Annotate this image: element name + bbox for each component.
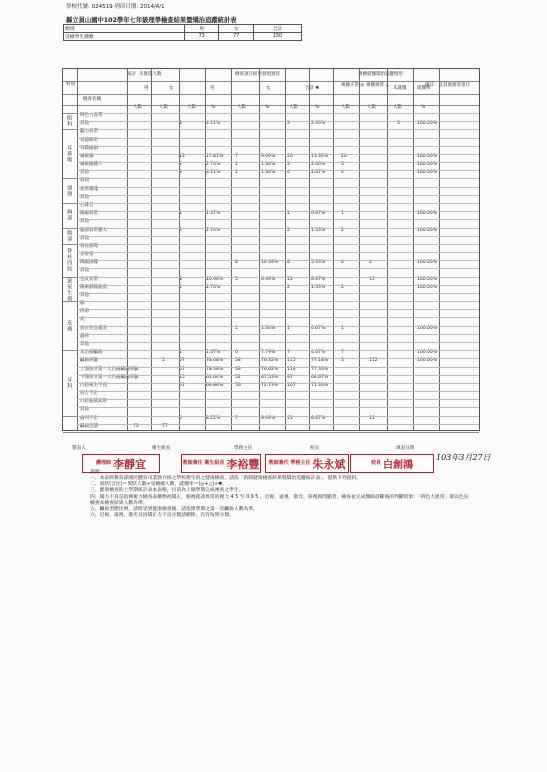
row-rule — [77, 317, 479, 318]
table-value: 1.30% — [261, 162, 276, 168]
row-rule — [77, 187, 479, 188]
not-treated: 未就醫 — [393, 86, 407, 91]
table-value: 107 — [287, 382, 296, 388]
not-done-male: 男 — [144, 86, 149, 91]
fill-date-label: 填表日期 — [396, 446, 415, 451]
table-value: 58 — [235, 358, 241, 364]
table-value: 100.00% — [417, 350, 438, 356]
row-rule — [77, 358, 479, 359]
academic-affairs-label: 學務主任 — [234, 446, 253, 451]
table-column-rule — [77, 69, 78, 430]
exam-item: 心雜音 — [80, 202, 94, 208]
exam-item: 胸廓異常 — [80, 211, 98, 217]
table-value: 51 — [179, 382, 185, 388]
department-label: 胸部 — [66, 209, 73, 222]
exam-item: 其他 — [80, 219, 89, 225]
table-value: 1.33% — [311, 227, 326, 233]
exam-item: 其他 — [80, 194, 89, 200]
explanatory-notes — [90, 470, 470, 519]
exam-item: 上顎恆牙第一大臼齒齲齒經驗 — [80, 366, 139, 372]
table-value: 7.79% — [261, 350, 276, 356]
unit-heading: 人數 — [367, 105, 376, 110]
table-value: 5 — [235, 276, 238, 282]
table-value: 3 — [179, 170, 182, 176]
exam-item: 扁桃腺腫大 — [80, 162, 103, 168]
table-value: 1 — [162, 358, 165, 364]
exam-item: 耳膜破損 — [80, 145, 98, 151]
table-value: 52 — [235, 374, 241, 380]
table-value: 0.67% — [311, 211, 326, 217]
row-rule — [77, 252, 479, 253]
abnormal-findings-heading: 檢查項目結果發現異狀 — [235, 72, 280, 77]
table-value: 1 — [341, 211, 344, 217]
table-column-rule — [359, 69, 360, 430]
treatment-rate: 就醫率 — [417, 86, 431, 91]
unit-heading: 人數 — [393, 105, 402, 110]
row-rule — [77, 129, 479, 130]
table-value: 2.67% — [311, 170, 326, 176]
exam-item: 脊柱側彎 — [80, 243, 98, 249]
row-rule — [77, 154, 479, 155]
table-value: 100.00% — [417, 227, 438, 233]
table-value: 17.81% — [206, 153, 224, 159]
table-value: 4 — [287, 170, 290, 176]
table-value: 76.32% — [261, 358, 279, 364]
exam-item: 異常腫塊 — [80, 186, 98, 192]
row-rule — [77, 342, 479, 343]
table-value: 7 — [235, 415, 238, 421]
row-rule — [77, 375, 479, 376]
row-rule — [77, 268, 479, 269]
unit-heading: % — [265, 105, 270, 110]
row-rule — [77, 219, 479, 220]
table-value: 100.00% — [417, 170, 438, 176]
male-header: 男 — [184, 25, 219, 33]
table-column-rule — [413, 69, 414, 430]
female-header: 女 — [219, 25, 254, 33]
department-label: 牙科 — [66, 376, 73, 389]
note-2: 二、異狀(含比)＝異狀人數÷受檢總人數，就醫率＝(◎+△)÷✱。 — [90, 482, 227, 488]
table-value: 2 — [341, 284, 344, 290]
exam-item: 蹲踞困難 — [80, 260, 98, 266]
table-value: 112 — [369, 358, 378, 364]
table-value: 13 — [287, 276, 293, 282]
row-rule — [77, 113, 479, 114]
table-column-rule — [333, 69, 334, 430]
table-value: 1 — [341, 325, 344, 331]
exam-item: 咬合不正 — [80, 391, 98, 397]
table-value: 1 — [235, 170, 238, 176]
exam-item: 扁桃腺 — [80, 153, 94, 159]
table-column-rule — [179, 69, 180, 430]
category-header: 類別 — [64, 25, 185, 33]
table-header-rule — [63, 94, 479, 95]
table-column-rule — [387, 69, 388, 430]
physical-exam-statistics-table — [62, 68, 480, 431]
unit-heading: % — [421, 105, 426, 110]
table-value: 1.37% — [206, 211, 221, 217]
row-rule — [77, 285, 479, 286]
table-value: 20 — [341, 153, 347, 159]
table-value: 1 — [179, 211, 182, 217]
exam-item: 其他 — [80, 292, 89, 298]
recheck-normal: 複檢正常 ◎ — [341, 83, 365, 88]
table-value: 9.09% — [261, 415, 276, 421]
table-value: 100.00% — [417, 162, 438, 168]
table-value: 1 — [235, 162, 238, 168]
row-rule — [77, 236, 479, 237]
table-value: 13 — [369, 415, 375, 421]
table-value: 2.00% — [311, 162, 326, 168]
note-6: 六、近視、遠視、散光及因矯正力不良分類請刪除，沒有按照分類。 — [90, 512, 234, 518]
exam-item: 齲齒經驗 — [80, 358, 98, 364]
table-value: 6 — [235, 350, 238, 356]
table-value: 100.00% — [417, 153, 438, 159]
table-header-rule — [63, 81, 479, 82]
table-value: 73 — [133, 423, 139, 429]
table-value: 10.96% — [206, 276, 224, 282]
table-value: 77.18% — [311, 358, 329, 364]
unit-heading: 人數 — [133, 105, 142, 110]
table-value: 8.67% — [311, 415, 326, 421]
row-rule — [77, 211, 479, 212]
row-rule — [77, 424, 479, 425]
table-value: 4 — [369, 260, 372, 266]
exam-item: 辨色力異常 — [80, 113, 103, 118]
table-value: 77.33% — [311, 366, 329, 372]
table-value: 13.33% — [311, 153, 329, 159]
table-value: 2 — [179, 284, 182, 290]
row-rule — [77, 309, 479, 310]
principal-label: 校長 — [310, 446, 320, 451]
exam-item: 其他 — [80, 268, 89, 274]
table-value: 3 — [341, 162, 344, 168]
table-value: 2 — [287, 227, 290, 233]
table-column-rule — [285, 69, 286, 430]
department-label: 眼科 — [66, 115, 73, 128]
note-3: 三、健康檢查的上學期統計表本表格，目前為上個學期完成複查之學生。 — [90, 488, 244, 494]
student-total-label: 受檢學生總數 — [64, 33, 185, 41]
row-rule — [77, 367, 479, 368]
table-value: 0.67% — [311, 325, 326, 331]
table-value: 2 — [287, 284, 290, 290]
row-rule — [77, 407, 479, 408]
table-value: 2.74% — [206, 227, 221, 233]
department-label: 頭頸 — [66, 184, 73, 197]
findings-female: 女 — [266, 86, 271, 91]
unit-heading: % — [315, 105, 320, 110]
print-metadata: 學校代號: 024519 列印日期: 2014/4/1 — [66, 4, 165, 10]
table-value: 13 — [369, 276, 375, 282]
exam-item: 其他 — [80, 342, 89, 348]
row-rule — [77, 146, 479, 147]
exam-item: 齲齒型態 — [80, 423, 98, 429]
table-column-rule — [205, 69, 206, 430]
table-value: 6.49% — [261, 276, 276, 282]
table-value: 7 — [287, 350, 290, 356]
table-value: 59 — [235, 366, 241, 372]
row-rule — [77, 170, 479, 171]
exam-item: 未治療齲齒 — [80, 350, 103, 356]
table-value: 2.00% — [311, 121, 326, 127]
row-rule — [77, 383, 479, 384]
row-rule — [77, 277, 479, 278]
group-rule — [63, 432, 479, 433]
table-value: 100.00% — [417, 260, 438, 266]
department-label: 腹部 — [66, 229, 73, 242]
table-value: 6 — [179, 415, 182, 421]
table-value: 2.74% — [206, 162, 221, 168]
exam-name-heading: 檢查名稱 — [83, 97, 101, 102]
department-label: 泌尿生殖 — [66, 277, 73, 302]
exam-item: 其他 — [80, 121, 89, 127]
note-4: 四、矯力不良是指裸視力檢查表藥物初矯正，眼視就診異常的視力 4 5 至 0.9 5 ，近視、遠視、散光、斜視與問題者、檢查並完成醫師診斷後的判斷結果：「辨色力異常」即以色盲檢查本檢查結果人數為準。 — [90, 494, 469, 506]
row-rule — [77, 350, 479, 351]
row-rule — [77, 244, 479, 245]
unit-heading: 人數 — [341, 105, 350, 110]
table-value: 3 — [287, 121, 290, 127]
row-rule — [77, 293, 479, 294]
exam-item: 下顎恆牙第一大臼齒齲齒經驗 — [80, 374, 139, 380]
table-value: 100.00% — [417, 276, 438, 282]
table-value: 5.33% — [311, 260, 326, 266]
table-value: 61.64% — [206, 374, 224, 380]
exam-item: 疥瘡 — [80, 309, 89, 315]
table-value: 76.62% — [261, 366, 279, 372]
row-rule — [77, 178, 479, 179]
table-value: 4 — [341, 170, 344, 176]
row-rule — [77, 162, 479, 163]
table-column-rule — [439, 69, 440, 430]
table-value: 1 — [287, 325, 290, 331]
table-value: 7 — [341, 350, 344, 356]
row-rule — [77, 203, 479, 204]
table-value: 4 — [341, 260, 344, 266]
preparer-label: 製表人 — [72, 446, 86, 451]
exam-item: 癬 — [80, 301, 85, 307]
table-value: 1 — [179, 350, 182, 356]
exam-item: 齒列不正 — [80, 415, 98, 421]
table-value: 1 — [235, 325, 238, 331]
table-value: 1.33% — [311, 284, 326, 290]
unit-heading: 人數 — [159, 105, 168, 110]
findings-total: 合計 ✱ — [305, 86, 320, 91]
table-value: 78.08% — [206, 366, 224, 372]
table-value: 2.74% — [206, 284, 221, 290]
table-value: 100.00% — [417, 325, 438, 331]
exam-item: 腹部異常腫大 — [80, 227, 107, 233]
not-done-female: 女 — [169, 86, 174, 91]
exam-item: 口腔黏膜異常 — [80, 399, 107, 405]
exam-item: 多併指 — [80, 252, 94, 258]
table-value: 2 — [341, 227, 344, 233]
table-value: 100.00% — [417, 284, 438, 290]
table-value: 69.86% — [206, 382, 224, 388]
table-value: 2 — [179, 162, 182, 168]
table-value: 116 — [287, 366, 296, 372]
exam-item: 斜頸 — [80, 178, 89, 184]
exam-item: 疣 — [80, 317, 85, 323]
table-value: 100.00% — [417, 211, 438, 217]
table-value: 7 — [235, 153, 238, 159]
health-head-label: 衛生組長 — [152, 446, 171, 451]
department-label: 脊柱四肢 — [66, 248, 73, 273]
exam-item: 其他 — [80, 170, 89, 176]
table-column-rule — [309, 69, 310, 430]
table-value: 72.73% — [261, 382, 279, 388]
row-rule — [77, 260, 479, 261]
table-column-rule — [127, 69, 128, 430]
table-value: 45 — [179, 374, 185, 380]
table-value: 1.37% — [206, 350, 221, 356]
row-rule — [77, 195, 479, 196]
row-rule — [77, 391, 479, 392]
table-value: 57 — [179, 358, 185, 364]
exam-item: 其他 — [80, 235, 89, 241]
table-column-rule — [151, 69, 152, 430]
unit-heading: 人數 — [187, 105, 196, 110]
female-count: 77 — [219, 33, 254, 41]
student-count-table — [63, 24, 302, 41]
exam-item: 聽力異常 — [80, 129, 98, 135]
remarks-heading: 備註：及其他異常項目 — [425, 83, 470, 88]
findings-male: 男 — [210, 86, 215, 91]
table-value: 4.11% — [206, 121, 221, 127]
table-value: 8.22% — [206, 415, 221, 421]
notes-intro: 說明： — [90, 470, 105, 475]
unit-heading: 人數 — [289, 105, 298, 110]
recheck-abnormal: 複檢異常 △ — [366, 83, 389, 88]
exam-item: 精索靜脈曲張 — [80, 284, 107, 290]
not-done-heading: 未實施人數 — [139, 72, 162, 77]
table-value: 13 — [179, 153, 185, 159]
row-rule — [77, 399, 479, 400]
academic-affairs-stamp: 教師兼代 學務主任 朱永斌 — [265, 454, 349, 473]
table-value: 9.09% — [261, 153, 276, 159]
nurse-stamp: 護理師 李靜宜 — [82, 454, 160, 473]
table-value: 67.53% — [261, 374, 279, 380]
table-value: 4.67% — [311, 350, 326, 356]
row-rule — [77, 228, 479, 229]
unit-heading: % — [211, 105, 216, 110]
table-value: 8 — [287, 260, 290, 266]
table-value: 57 — [179, 366, 185, 372]
table-value: 78.08% — [206, 358, 224, 364]
principal-stamp: 校長 白創鴻 — [350, 454, 434, 473]
table-value: 1 — [287, 211, 290, 217]
table-value: 20 — [287, 153, 293, 159]
table-column-rule — [259, 69, 260, 430]
table-column-rule — [231, 69, 232, 430]
row-rule — [77, 326, 479, 327]
table-value: 8.67% — [311, 276, 326, 282]
table-value: 3 — [397, 121, 400, 127]
note-5: 五、齲齒型態比例，請將受到健康檢查後，請依照學期之第一次齲齒人數為準。 — [90, 506, 258, 512]
table-value: 97 — [287, 374, 293, 380]
followup-heading: 複檢就醫矯治追蹤情形 — [358, 72, 403, 77]
exam-item: 包皮異常 — [80, 276, 98, 282]
row-rule — [77, 138, 479, 139]
table-value: 1.30% — [261, 325, 276, 331]
table-value: 56 — [235, 382, 241, 388]
table-value: 8 — [235, 260, 238, 266]
table-value: 13 — [287, 415, 293, 421]
table-value: 1.30% — [261, 170, 276, 176]
table-value: 115 — [287, 358, 296, 364]
health-head-stamp: 教師兼任 衛生組長 李裕豐 — [181, 454, 261, 473]
row-rule — [77, 121, 479, 122]
table-value: 3 — [179, 121, 182, 127]
table-value: 100.00% — [417, 358, 438, 364]
unit-heading: 人數 — [237, 105, 246, 110]
table-value: 3 — [341, 358, 344, 364]
table-header-rule — [63, 105, 479, 106]
row-rule — [77, 416, 479, 417]
department-heading: 科別 — [66, 82, 75, 87]
total-count: 150 — [254, 33, 302, 41]
handwritten-date: 103年3月27日 — [436, 453, 491, 462]
department-label: 皮膚 — [66, 319, 73, 332]
table-value: 71.33% — [311, 382, 329, 388]
total-header: 合計 — [254, 25, 302, 33]
department-label: 耳鼻喉 — [66, 144, 73, 163]
exam-item: 異位性皮膚炎 — [80, 325, 107, 331]
table-value: 64.67% — [311, 374, 329, 380]
table-value: 4.11% — [206, 170, 221, 176]
table-value: 77 — [162, 423, 168, 429]
note-1: 一、本表經教育部國民體育司業務介紹之學校衛生的之健康檢查，請依「新制健康檢查結果暨矯治追蹤統計表」，提供下列資料。 — [90, 476, 362, 482]
table-value: 10.39% — [261, 260, 279, 266]
row-rule — [77, 301, 479, 302]
report-title: 縣立員山國中102學年七年級理學檢查結果暨矯治追蹤統計表 — [66, 17, 237, 24]
table-value: 8 — [179, 276, 182, 282]
exam-item: 其他 — [80, 407, 89, 413]
table-value: 100.00% — [417, 121, 438, 127]
table-value: 2 — [179, 227, 182, 233]
exam-item: 口腔衛生不良 — [80, 382, 107, 388]
row-rule — [77, 334, 479, 335]
exam-item: 耳道畸形 — [80, 137, 98, 143]
exam-item: 濕疹 — [80, 333, 89, 339]
stat-heading: 統計 — [127, 72, 136, 77]
table-value: 3 — [287, 162, 290, 168]
male-count: 73 — [184, 33, 219, 41]
